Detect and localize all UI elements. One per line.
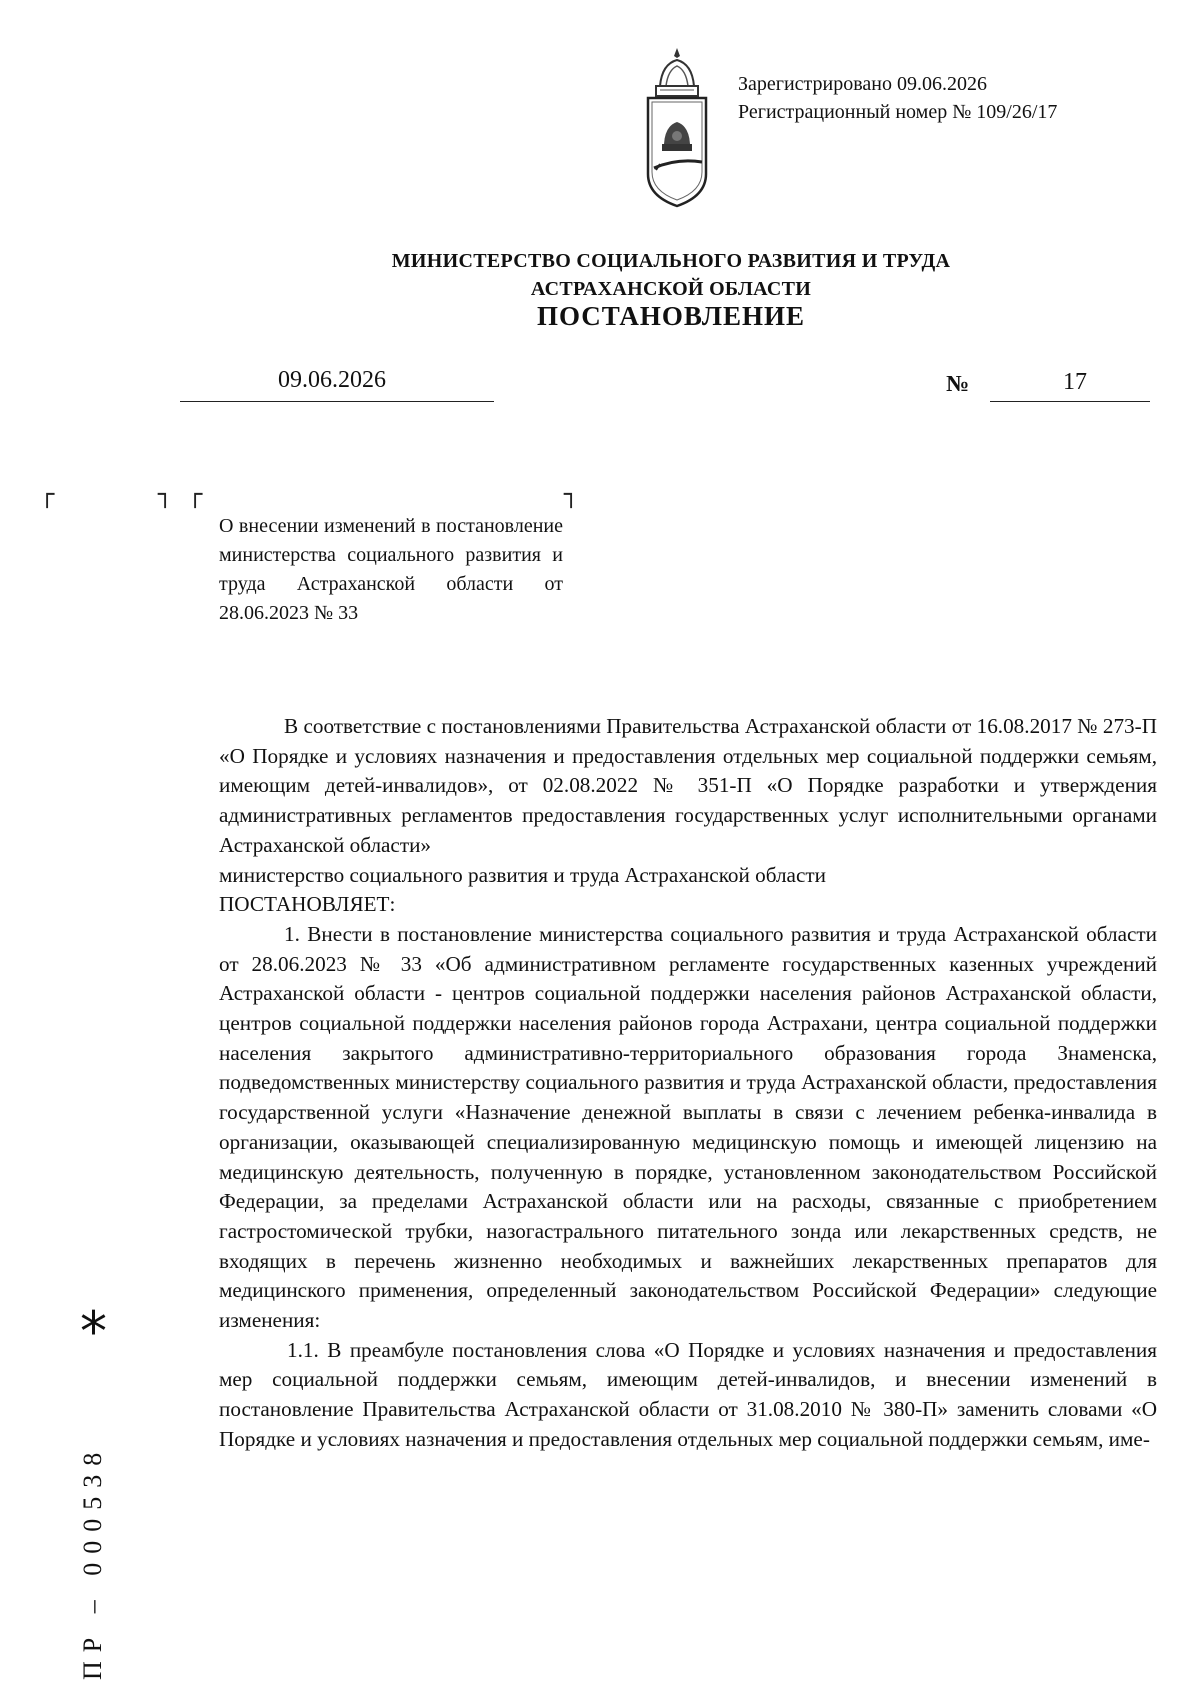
issuer-line: министерство социального развития и труда Астраханской области	[219, 862, 826, 887]
bracket-top-left-icon: ┌	[40, 480, 55, 508]
margin-code	[60, 1430, 120, 1680]
number-sign: №	[946, 371, 970, 396]
item-1-1-paragraph: 1.1. В преамбуле постановления слова «О Порядке и условиях назначения и предоставления мер социальной поддержки семьям, имеющим детей-инвалидов, и внесении изменений в постановление Правительства Астраханской области от 31.08.2010 № 380-П» заменить словами «О Порядке и условиях назначения и предоставления отдельных мер социальной поддержки семьям, име-	[219, 1337, 1157, 1451]
document-number: 17	[1063, 369, 1087, 395]
registration-number: Регистрационный номер № 109/26/17	[738, 101, 1058, 123]
document-type: ПОСТАНОВЛЕНИЕ	[536, 301, 806, 331]
coat-of-arms-emblem	[630, 46, 725, 216]
document-body	[219, 712, 1157, 1455]
margin-code-text: ПР – 000538	[78, 1443, 107, 1680]
ministry-name-line2: АСТРАХАНСКОЙ ОБЛАСТИ	[530, 278, 812, 300]
preamble-paragraph: В соответствие с постановлениями Правительства Астраханской области от 16.08.2017 № 273-П «О Порядке и условиях назначения и предоставления отдельных мер социальной поддержки семьям, имеющим детей-инвалидов», от 02.08.2022 № 351-П «О Порядке разработки и утверждения административных регламентов предоставления государственных услуг исполнительными органами Астраханской области»	[219, 714, 1157, 857]
item-1-paragraph: 1. Внести в постановление министерства социального развития и труда Астраханской области от 28.06.2023 № 33 «Об административном регламенте государственных казенных учреждений Астраханской области - центров социальной поддержки населения районов Астраханской области, центров социальной поддержки населения районов города Астрахани, центра социальной поддержки населения закрытого административно-территориального образования города Знаменска, подведомственных министерству социального развития и труда Астраханской области, предоставления государственной услуги «Назначение денежной выплаты в связи с лечением ребенка-инвалида в организации, оказывающей специализированную медицинскую помощь и имеющей лицензию на медицинскую деятельность, полученную в порядке, установленном законодательством Российской Федерации, за пределами Астраханской области или на расходы, связанные с приобретением гастростомической трубки, назогастрального питательного зонда или лекарственных средств, не входящих в перечень жизненно необходимых и важнейших лекарственных препаратов для медицинского применения, определенный законодательством Российской Федерации» следующие изменения:	[219, 921, 1157, 1333]
document-subject: О внесении изменений в постановление министерства социального развития и труда Астраханской области от 28.06.2023 № 33	[219, 515, 563, 624]
ministry-name	[0, 247, 1200, 303]
number-underline	[990, 401, 1150, 402]
registration-block	[738, 70, 1057, 126]
ministry-name-line1: МИНИСТЕРСТВО СОЦИАЛЬНОГО РАЗВИТИЯ И ТРУДА	[391, 250, 951, 272]
bracket-subject-right-icon: ┐	[564, 480, 579, 508]
bracket-subject-left-icon: ┌	[188, 480, 203, 508]
date-underline	[180, 401, 494, 402]
document-date: 09.06.2026	[278, 367, 386, 393]
margin-asterisk: *	[80, 1300, 107, 1363]
bracket-top-right-icon: ┐	[158, 480, 173, 508]
decrees-line: ПОСТАНОВЛЯЕТ:	[219, 892, 396, 917]
registration-date: Зарегистрировано 09.06.2026	[738, 73, 988, 95]
